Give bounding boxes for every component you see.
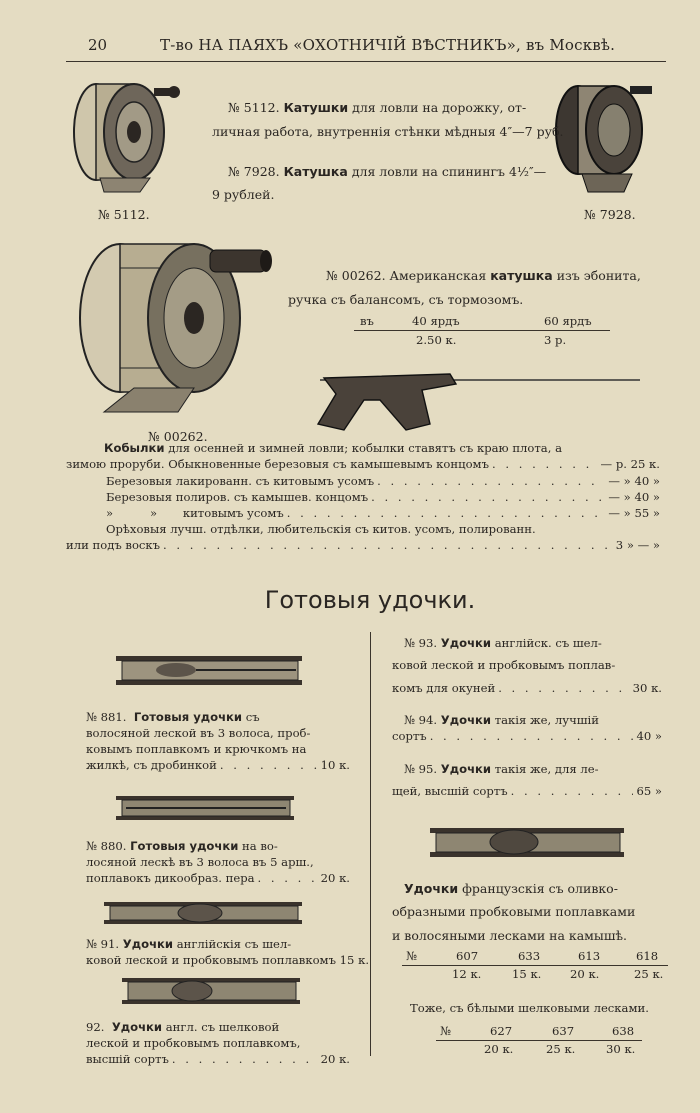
- item-881-name: Готовыя удочки: [133, 710, 243, 724]
- item-92-line3: высшій сортъ . . . 20 к.: [86, 1051, 350, 1067]
- french-num: 607: [456, 949, 479, 963]
- reel-00262-text-line2: ручка съ балансомъ, съ тормозомъ.: [288, 292, 524, 307]
- rod-880-illustration: [116, 794, 296, 822]
- kobylki-intro-line2: зимою проруби. Обыкновенные березовыя съ камышевымъ концомъ . . . — р. 25 к.: [66, 456, 660, 472]
- item-93-name: Удочки: [440, 636, 492, 650]
- column-divider: [370, 632, 371, 1056]
- page-number: 20: [88, 36, 108, 54]
- item-881-line2: волосяной леской въ 3 волоса, проб-: [86, 726, 311, 740]
- reel-7928-text-line1: № 7928. Катушка для ловли на спинингъ 4½″—: [228, 164, 547, 179]
- rod-91-illustration: [104, 900, 304, 926]
- item-92-line2: леской и пробковымъ поплавкомъ,: [86, 1036, 301, 1050]
- item-94-line1: № 94. Удочки такія же, лучшій: [404, 713, 599, 727]
- kobylki-item: » » китовымъ усомъ . . . — » 55 »: [106, 505, 660, 521]
- item-880-line2: лосяной лескѣ въ 3 волоса въ 5 арш.,: [86, 855, 314, 869]
- rod-92-illustration: [122, 976, 302, 1006]
- reel-00262-price2: 3 р.: [544, 333, 567, 347]
- french-line1: Удочки французскія съ оливко-: [404, 881, 618, 896]
- french-price: 12 к.: [452, 967, 482, 981]
- reel-00262-price1: 2.50 к.: [416, 333, 457, 347]
- french-line3: и волосяными лесками на камышѣ.: [392, 928, 627, 943]
- item-95-name: Удочки: [440, 762, 492, 776]
- item-94-name: Удочки: [440, 713, 492, 727]
- reel-5112-illustration: [70, 74, 180, 198]
- french-num-2: 627: [490, 1024, 513, 1038]
- item-92-price: 20 к.: [320, 1052, 350, 1066]
- item-93-line3: комъ для окуней . . . 30 к.: [392, 680, 662, 696]
- kobylki-last-line2: или подъ воскъ . . . 3 » — »: [66, 537, 660, 553]
- reel-5112-text-line1: № 5112. Катушки для ловли на дорожку, от-: [228, 100, 527, 115]
- reel-7928-name: Катушка: [283, 164, 348, 179]
- french-price: 20 к.: [570, 967, 600, 981]
- item-92-line1: 92. Удочки англ. съ шелковой: [86, 1020, 280, 1034]
- item-880-line1: № 880. Готовыя удочки на во-: [86, 839, 278, 853]
- reel-5112-caption: № 5112.: [98, 207, 150, 222]
- reel-00262-col2: 60 ярдъ: [544, 314, 592, 328]
- reel-7928-illustration: [552, 78, 656, 196]
- reel-7928-text-line2: 9 рублей.: [212, 187, 275, 202]
- item-94-price: 40 »: [636, 729, 662, 743]
- item-880-name: Готовыя удочки: [130, 839, 239, 853]
- item-93-line1: № 93. Удочки англійск. съ шел-: [404, 636, 602, 650]
- reel-00262-illustration: [74, 238, 274, 416]
- reel-00262-text-line1: № 00262. Американская катушка изъ эбонита,: [326, 268, 641, 283]
- item-881-line4: жилкѣ, съ дробинкой . . . 10 к.: [86, 757, 350, 773]
- kobylki-item: Березовыя лакированн. съ китовымъ усомъ . . . — » 40 »: [106, 473, 660, 489]
- item-94-line2: сортъ . . . 40 »: [392, 728, 662, 744]
- header-rule: [66, 61, 666, 62]
- item-92-name: Удочки: [111, 1020, 163, 1034]
- item-93-line2: ковой леской и пробковымъ поплав-: [392, 658, 616, 672]
- french-also: Тоже, съ бѣлыми шелковыми лесками.: [410, 1001, 649, 1015]
- item-880-price: 20 к.: [320, 871, 350, 885]
- item-91-price: 15 к.: [339, 953, 370, 967]
- french-num: 613: [578, 949, 601, 963]
- item-95-price: 65 »: [636, 784, 662, 798]
- reel-00262-name: катушка: [490, 268, 553, 283]
- reel-00262-table-rule: [354, 330, 610, 331]
- french-price-2: 20 к.: [484, 1042, 514, 1056]
- french-num-2: 637: [552, 1024, 575, 1038]
- french-price: 15 к.: [512, 967, 542, 981]
- french-rod-illustration: [430, 824, 626, 862]
- kobylki-title: Кобылки: [104, 441, 165, 455]
- reel-7928-caption: № 7928.: [584, 207, 636, 222]
- section-title: Готовыя удочки.: [264, 586, 476, 614]
- item-880-line3: поплавокъ дикообраз. пера . . . 20 к.: [86, 870, 350, 886]
- item-91-line1: № 91. Удочки англійскія съ шел-: [86, 937, 292, 951]
- french-price-2: 30 к.: [606, 1042, 636, 1056]
- item-91-name: Удочки: [122, 937, 174, 951]
- item-95-line1: № 95. Удочки такія же, для ле-: [404, 762, 599, 776]
- french-num-label: №: [406, 949, 417, 963]
- french-num: 618: [636, 949, 659, 963]
- item-91-line2: ковой леской и пробковымъ поплавкомъ 15 к.: [86, 953, 370, 967]
- item-93-price: 30 к.: [632, 681, 662, 695]
- french-line2: образными пробковыми поплавками: [392, 904, 636, 919]
- french-price-2: 25 к.: [546, 1042, 576, 1056]
- kobylka-illustration: [310, 370, 646, 434]
- reel-5112-text-line2: личная работа, внутреннія стѣнки мѣдныя 4″—7 руб.: [212, 124, 564, 139]
- kobylki-last-line1: Орѣховыя лучш. отдѣлки, любительскія съ китов. усомъ, полированн.: [106, 522, 536, 536]
- reel-5112-name: Катушки: [283, 100, 349, 115]
- french-num-2: 638: [612, 1024, 635, 1038]
- kobylki-intro-line1: Кобылки для осенней и зимней ловли; кобылки ставятъ съ краю плота, а: [104, 441, 562, 455]
- french-price: 25 к.: [634, 967, 664, 981]
- french-name: Удочки: [404, 881, 459, 896]
- reel-00262-col-label: въ: [360, 314, 374, 328]
- reel-00262-caption: № 00262.: [148, 429, 208, 444]
- kobylki-item: Березовыя полиров. съ камышев. концомъ . . . — » 40 »: [106, 489, 660, 505]
- page-header-title: Т-во НА ПАЯХЪ «ОХОТНИЧІЙ ВѢСТНИКЪ», въ Москвѣ.: [160, 36, 616, 54]
- french-num: 633: [518, 949, 541, 963]
- rod-881-illustration: [116, 650, 304, 690]
- item-881-line3: ковымъ поплавкомъ и крючкомъ на: [86, 742, 307, 756]
- item-95-line2: щей, высшій сортъ . . . 65 »: [392, 783, 662, 799]
- item-881-line1: № 881. Готовыя удочки съ: [86, 710, 260, 724]
- reel-00262-col1: 40 ярдъ: [412, 314, 460, 328]
- french-num-label-2: №: [440, 1024, 451, 1038]
- item-881-price: 10 к.: [320, 758, 350, 772]
